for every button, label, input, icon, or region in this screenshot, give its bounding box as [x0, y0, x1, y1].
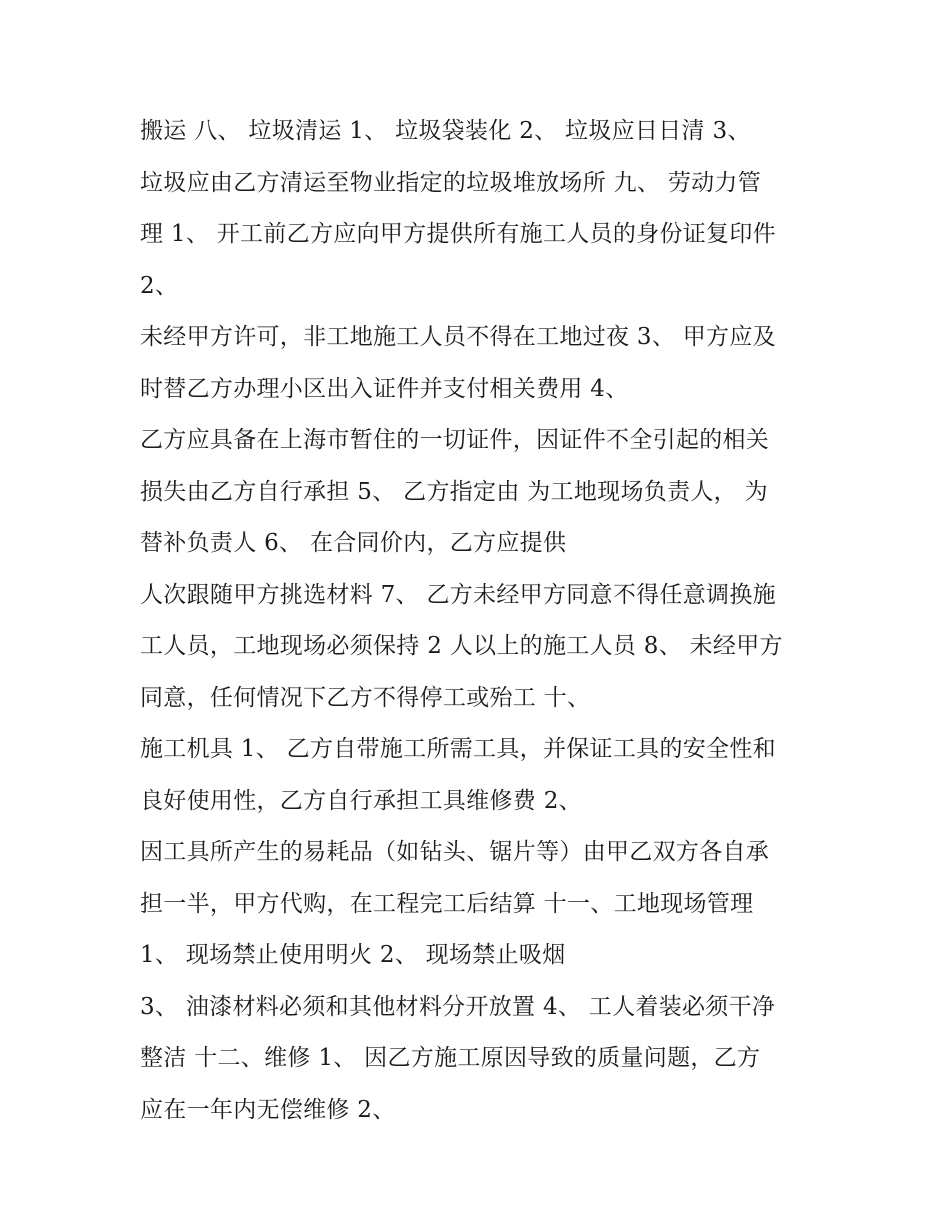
text-line: 1、 现场禁止使用明火 2、 现场禁止吸烟 [140, 942, 566, 968]
text-line: 搬运 八、 垃圾清运 1、 垃圾袋装化 2、 垃圾应日日清 3、 [140, 118, 751, 144]
text-line: 时替乙方办理小区出入证件并支付相关费用 4、 [140, 375, 629, 402]
text-line: 人次跟随甲方挑选材料 7、 乙方未经甲方同意不得任意调换施 [140, 581, 776, 608]
text-line: 应在一年内无偿维修 2、 [140, 1096, 396, 1123]
text-line: 替补负责人 6、 在合同价内，乙方应提供 [140, 530, 567, 556]
text-line: 整洁 十二、维修 1、 因乙方施工原因导致的质量问题，乙方 [140, 1045, 761, 1071]
text-line: 3、 油漆材料必须和其他材料分开放置 4、 工人着装必须干净 [140, 993, 776, 1020]
text-line: 同意，任何情况下乙方不得停工或殆工 十、 [140, 684, 591, 711]
text-line: 乙方应具备在上海市暂住的一切证件，因证件不全引起的相关 [140, 427, 770, 453]
text-line: 施工机具 1、 乙方自带施工所需工具，并保证工具的安全性和 [140, 736, 776, 762]
text-line: 损失由乙方自行承担 5、 乙方指定由 为工地现场负责人， 为 [140, 478, 768, 505]
text-line: 垃圾应由乙方清运至物业指定的垃圾堆放场所 九、 劳动力管 [140, 169, 762, 196]
text-line: 良好使用性，乙方自行承担工具维修费 2、 [140, 787, 582, 814]
document-body [140, 106, 820, 1136]
text-line: 理 1、 开工前乙方应向甲方提供所有施工人员的身份证复印件 [140, 221, 776, 247]
text-line: 未经甲方许可，非工地施工人员不得在工地过夜 3、 甲方应及 [140, 324, 776, 350]
text-line: 担一半，甲方代购，在工程完工后结算 十一、工地现场管理 [140, 890, 754, 917]
text-line: 2、 [140, 272, 179, 299]
text-line: 因工具所产生的易耗品（如钻头、锯片等）由甲乙双方各自承 [140, 839, 770, 865]
text-line: 工人员，工地现场必须保持 2 人以上的施工人员 8、 未经甲方 [140, 633, 783, 659]
